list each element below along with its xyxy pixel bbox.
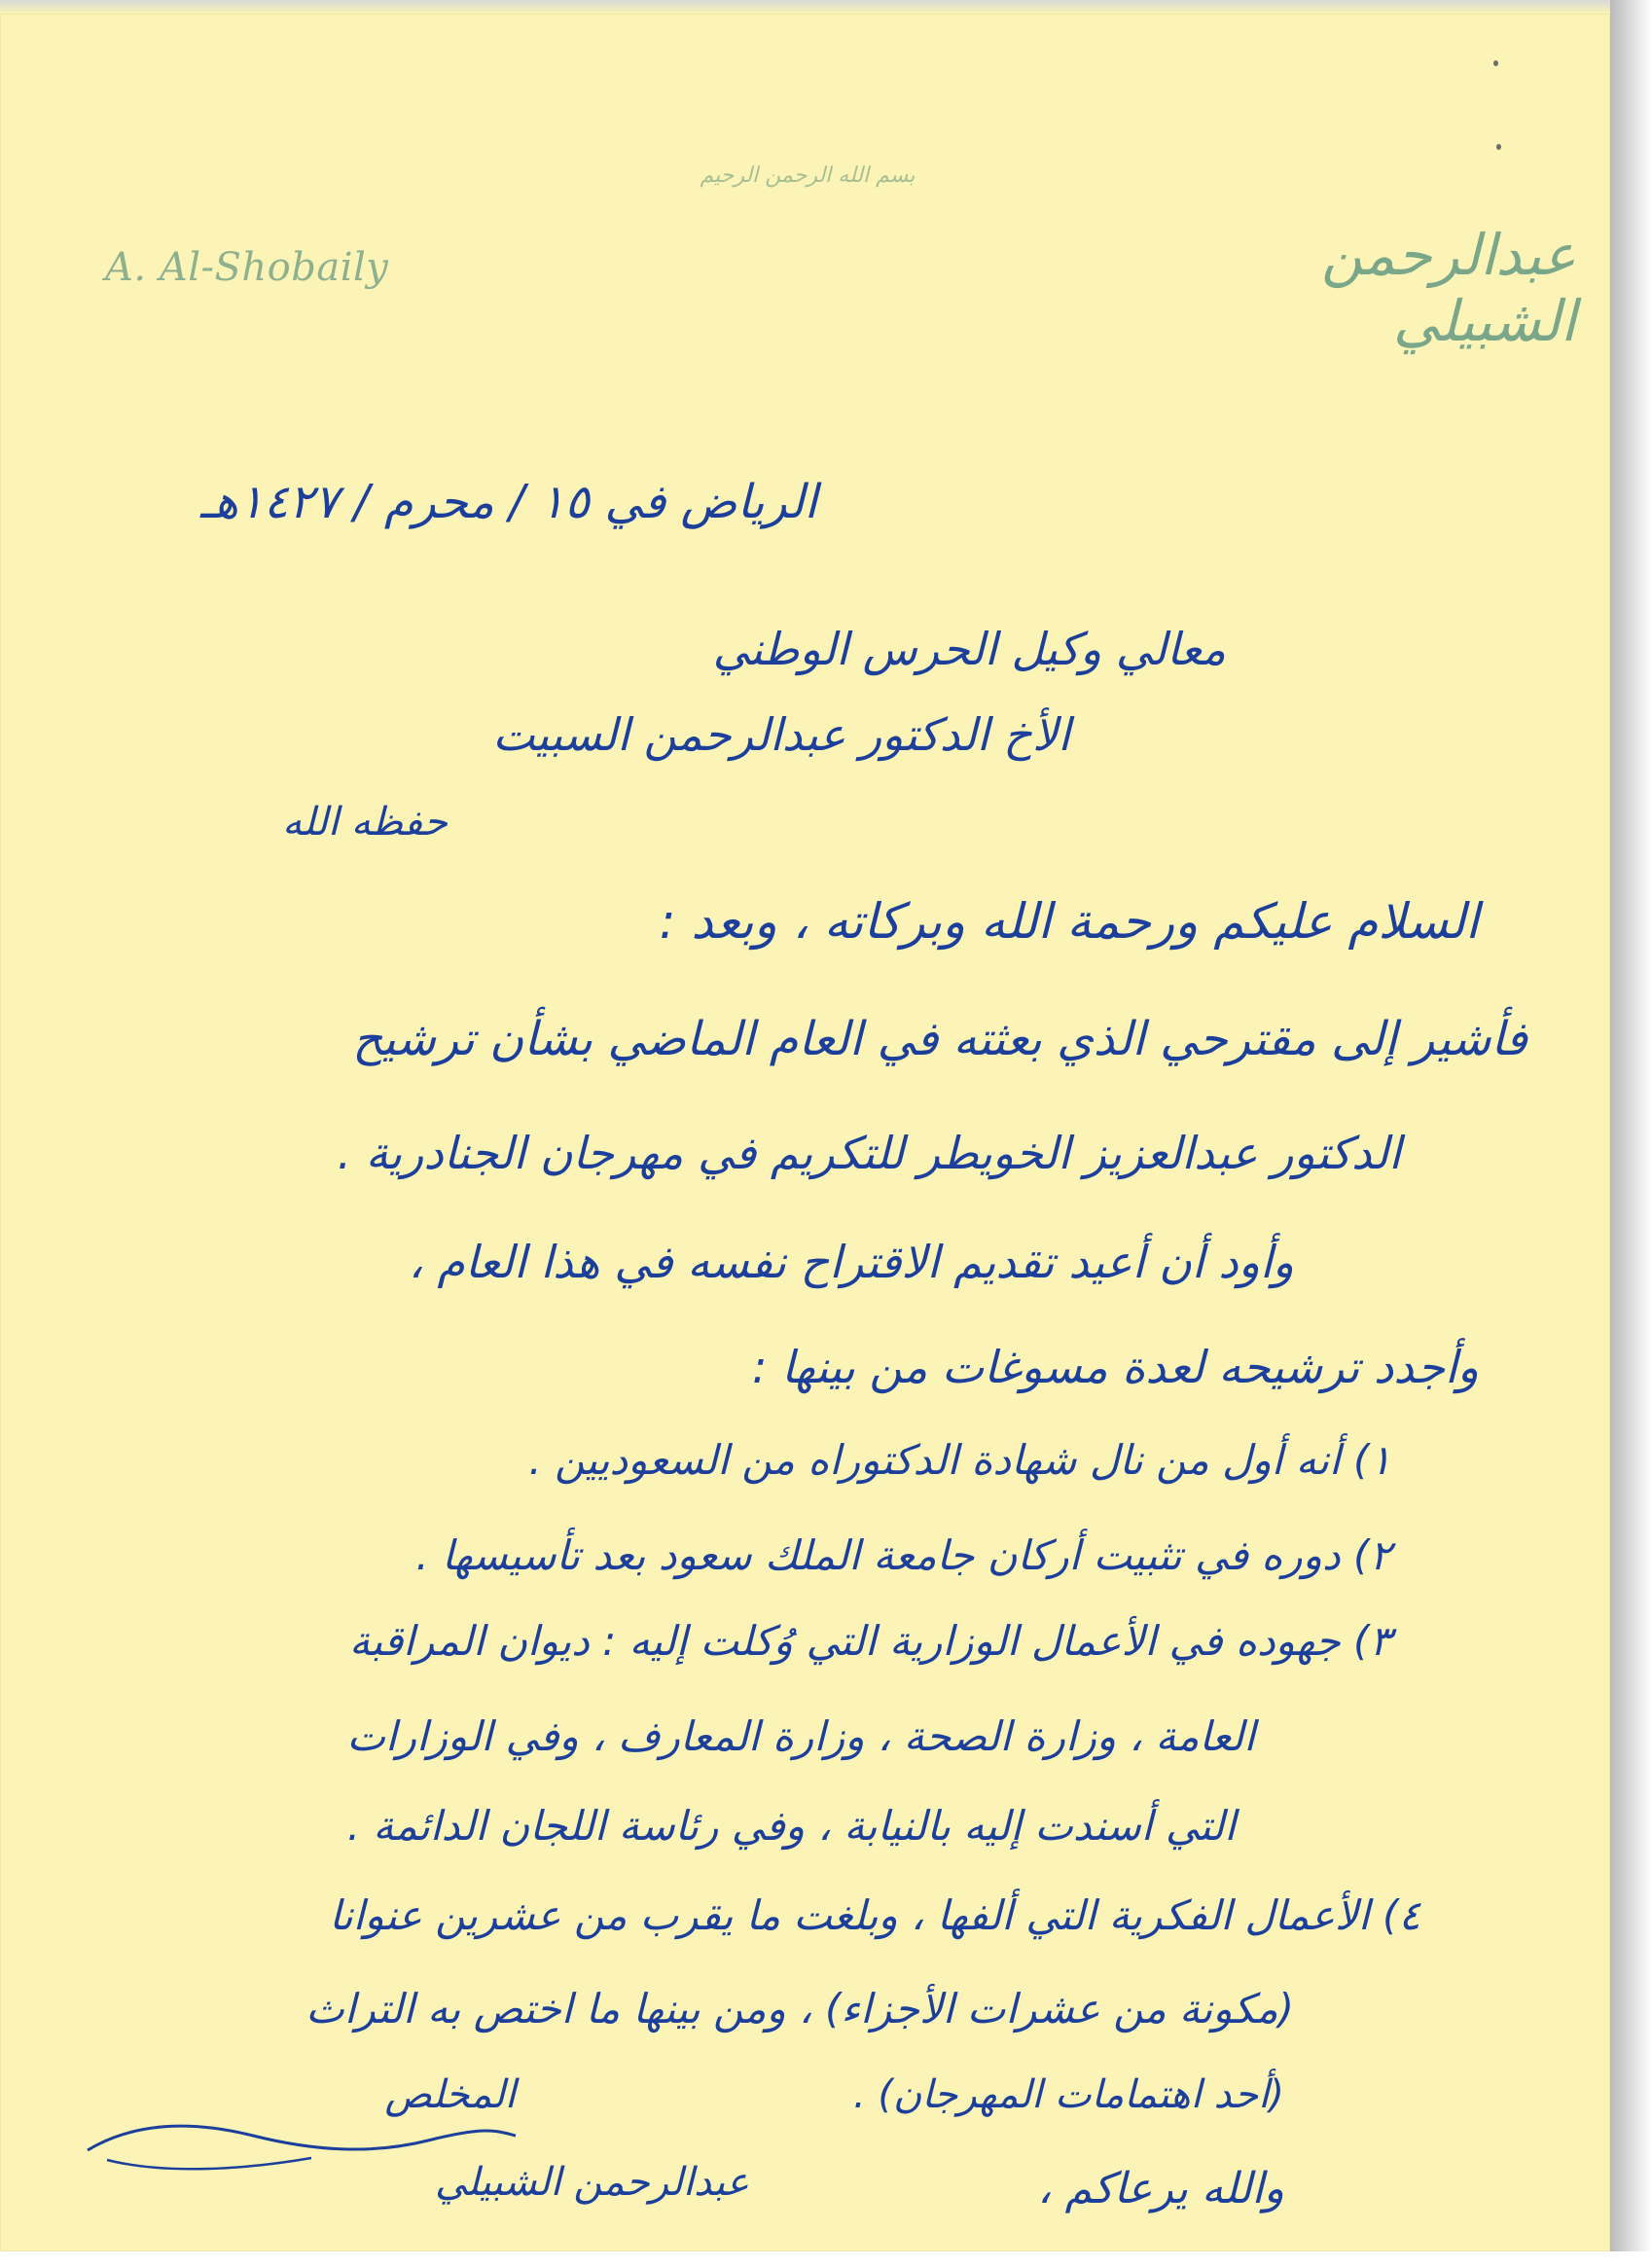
signer-name: عبدالرحمن الشبيلي xyxy=(434,2160,749,2205)
closing-phrase: والله يرعاكم ، xyxy=(1037,2164,1284,2213)
scan-dust-mark xyxy=(1496,144,1501,150)
sincerely-label: المخلص xyxy=(384,2072,516,2117)
paragraph-line: فأشير إلى مقترحي الذي بعثته في العام الماضي بشأن ترشيح xyxy=(352,1012,1527,1066)
item-number: ٣) xyxy=(1353,1617,1391,1665)
paragraph-line: وأجدد ترشيحه لعدة مسوغات من بينها : xyxy=(752,1341,1479,1393)
item-text: جهوده في الأعمال الوزارية التي وُكلت إليه : ديوان المراقبة xyxy=(349,1617,1341,1665)
signature-flourish xyxy=(78,2082,525,2199)
scan-right-edge xyxy=(1610,0,1652,2266)
item-text: (أحد اهتمامات المهرجان) . xyxy=(853,2072,1284,2117)
item-number: ١) xyxy=(1353,1436,1391,1484)
list-item xyxy=(165,1617,1391,1665)
date-line: الرياض في ١٥ / محرم / ١٤٢٧هـ xyxy=(199,475,817,529)
item-text: (مكونة من عشرات الأجزاء) ، ومن بينها ما اختص به التراث xyxy=(305,1985,1294,2032)
addressee-line: معالي وكيل الحرس الوطني xyxy=(712,623,1226,675)
list-item xyxy=(272,1436,1391,1484)
addressee-line: حفظه الله xyxy=(282,800,448,845)
item-text: أنه أول من نال شهادة الدكتوراه من السعوديين . xyxy=(528,1436,1341,1484)
list-item xyxy=(136,1891,1420,1939)
paragraph-line: الدكتور عبدالعزيز الخويطر للتكريم في مهرجان الجنادرية . xyxy=(337,1127,1401,1179)
item-text: الأعمال الفكرية التي ألفها ، وبلغت ما يقرب من عشرين عنوانا xyxy=(329,1891,1370,1939)
item-text: التي أسندت إليه بالنيابة ، وفي رئاسة اللجان الدائمة . xyxy=(346,1802,1236,1850)
scan-top-edge xyxy=(0,0,1610,14)
paragraph-line: وأود أن أعيد تقديم الاقتراح نفسه في هذا العام ، xyxy=(408,1236,1294,1288)
letterhead-latin-name: A. Al-Shobaily xyxy=(105,245,389,290)
greeting: السلام عليكم ورحمة الله وبركاته ، وبعد : xyxy=(659,893,1479,950)
item-number: ٢) xyxy=(1353,1531,1391,1579)
scan-dust-mark xyxy=(1493,60,1498,66)
item-text: العامة ، وزارة الصحة ، وزارة المعارف ، وفي الوزارات xyxy=(346,1712,1255,1760)
basmala: بسم الله الرحمن الرحيم xyxy=(700,163,916,188)
item-number: ٤) xyxy=(1383,1891,1420,1939)
scan-bottom-edge xyxy=(0,2251,1652,2266)
list-item xyxy=(156,1531,1391,1579)
letterhead-arabic-name: عبدالرحمن الشبيلي xyxy=(1321,222,1576,354)
item-text: دوره في تثبيت أركان جامعة الملك سعود بعد تأسيسها . xyxy=(415,1531,1341,1579)
addressee-line: الأخ الدكتور عبدالرحمن السبيت xyxy=(492,708,1070,761)
